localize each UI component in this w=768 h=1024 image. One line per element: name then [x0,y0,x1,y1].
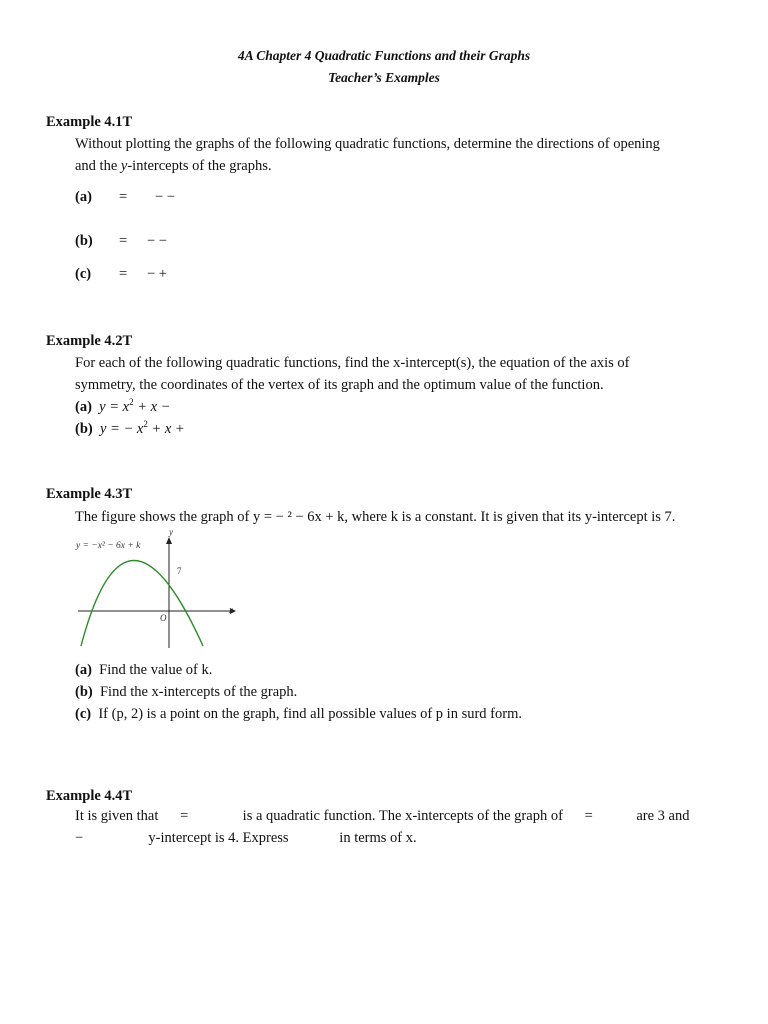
example-text: − y-intercept is 4. Express in terms of x. [75,830,417,846]
page-title: 4A Chapter 4 Quadratic Functions and their Graphs [237,48,531,63]
example-heading: Example 4.3T [46,486,133,502]
example-heading: Example 4.2T [46,333,133,349]
item-label: (b) [75,233,93,249]
question-item: (c) = − + [75,266,167,282]
example-text: and the y-intercepts of the graphs. [75,158,272,174]
item-label: (a) [75,189,92,205]
example-text: For each of the following quadratic functions, find the x-intercept(s), the equation of the axis of [75,355,630,371]
question-item: (c) If (p, 2) is a point on the graph, find all possible values of p in surd form. [75,706,522,722]
example-text: The figure shows the graph of y = − ² − 6x + k, where k is a constant. It is given that its y-intercept is 7. [75,509,676,525]
intercept-label: 7 [177,566,182,576]
question-item: (a) Find the value of k. [75,662,213,678]
question-item: (b) y = − $x^2 + x$ + [75,419,185,437]
curve-label: y = −x² − 6x + k [76,541,141,551]
item-label: (c) [75,266,92,282]
parabola-curve [81,561,203,647]
example-heading: Example 4.4T [46,788,133,804]
example-text: Without plotting the graphs of the following quadratic functions, determine the directions of opening [75,136,660,152]
page-subtitle: Teacher’s Examples [328,70,440,85]
example-text: symmetry, the coordinates of the vertex of its graph and the optimum value of the function. [75,377,604,393]
x-axis-label: x [229,605,233,615]
question-item: (a) = − − [75,189,175,205]
example-heading: Example 4.1T [46,114,133,130]
parabola-graph [72,528,252,655]
parabola-figure [72,528,252,650]
origin-label: O [160,613,167,623]
question-item: (b) Find the x-intercepts of the graph. [75,684,298,700]
y-axis-arrow [166,537,172,544]
question-item: (a) $y = x^2 + x$ − [75,397,171,415]
question-item: (b) = − − [75,233,167,249]
y-axis-label: y [169,528,173,537]
example-text: It is given that = is a quadratic function. The x-intercepts of the graph of = are 3 and [75,808,690,824]
